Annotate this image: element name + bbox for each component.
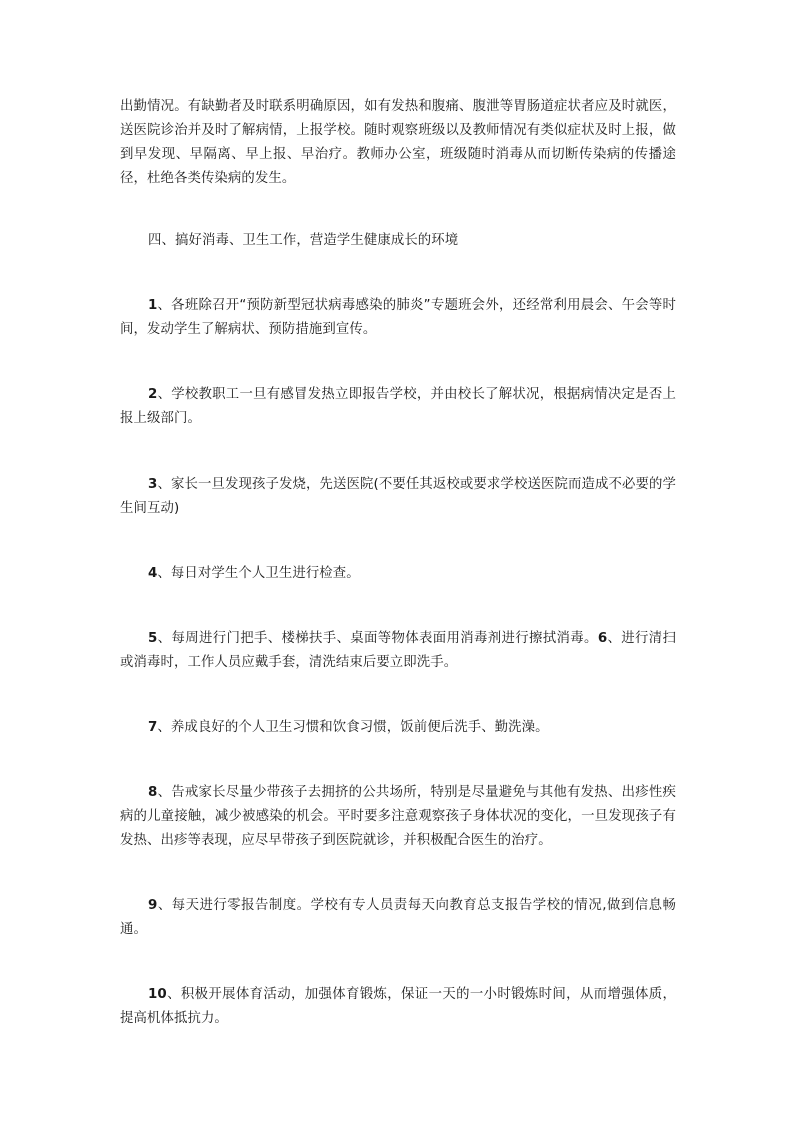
list-item-2	[120, 383, 676, 431]
item-text: 、各班除召开“预防新型冠状病毒感染的肺炎”专题班会外，还经常利用晨会、午会等时间，发动学生了解病状、预防措施到宣传。	[120, 298, 676, 337]
list-item-5-6	[120, 627, 676, 675]
list-item-3	[120, 473, 676, 521]
paragraph-text: 出勤情况。有缺勤者及时联系明确原因，如有发热和腹痛、腹泄等胃肠道症状者应及时就医，送医院诊治并及时了解病情，上报学校。随时观察班级以及教师情况有类似症状及时上报，做到早发现、早隔离、早上报、早治疗。教师办公室，班级随时消毒从而切断传染病的传播途径，杜绝各类传染病的发生。	[120, 99, 676, 186]
item-text: 、家长一旦发现孩子发烧，先送医院(不要任其返校或要求学校送医院而造成不必要的学生间互动)	[120, 477, 676, 516]
item-number: 9	[148, 898, 158, 913]
item-number-secondary: 6	[597, 631, 608, 646]
item-number: 5	[148, 631, 158, 646]
item-number: 1	[148, 298, 158, 313]
heading-text: 四、搞好消毒、卫生工作，营造学生健康成长的环境	[148, 233, 459, 248]
item-text: 、养成良好的个人卫生习惯和饮食习惯，饭前便后洗手、勤洗澡。	[157, 720, 549, 735]
list-item-9	[120, 894, 676, 942]
list-item-10	[120, 983, 676, 1031]
item-number: 7	[148, 720, 158, 735]
list-item-4	[120, 562, 676, 586]
item-number: 4	[148, 566, 158, 581]
list-item-7	[120, 716, 676, 740]
item-text: 、积极开展体育活动，加强体育锻炼，保证一天的一小时锻炼时间，从而增强体质，提高机体抵抗力。	[120, 987, 676, 1026]
item-text-secondary: 、进行清扫或消毒时，工作人员应戴手套，清洗结束后要立即洗手。	[120, 631, 677, 670]
item-text: 、每天进行零报告制度。学校有专人员责每天向教育总支报告学校的情况,做到信息畅通。	[120, 898, 676, 937]
item-text: 、告戒家长尽量少带孩子去拥挤的公共场所，特别是尽量避免与其他有发热、出疹性疾病的儿童接触，减少被感染的机会。平时要多注意观察孩子身体状况的变化，一旦发现孩子有发热、出疹等表现，应尽早带孩子到医院就诊，并积极配合医生的治疗。	[120, 785, 676, 848]
item-number: 3	[148, 477, 158, 492]
item-number: 8	[148, 785, 158, 800]
item-text: 、每周进行门把手、楼梯扶手、桌面等物体表面用消毒剂进行擦拭消毒。	[157, 631, 598, 646]
list-item-1	[120, 294, 676, 342]
paragraph-attendance	[120, 95, 676, 191]
item-number: 2	[148, 387, 158, 402]
section-heading-disinfection	[120, 229, 676, 253]
item-number: 10	[148, 987, 167, 1002]
list-item-8	[120, 781, 676, 853]
item-text: 、每日对学生个人卫生进行检查。	[157, 566, 360, 581]
item-text: 、学校教职工一旦有感冒发热立即报告学校，并由校长了解状况，根据病情决定是否上报上级部门。	[120, 387, 676, 426]
